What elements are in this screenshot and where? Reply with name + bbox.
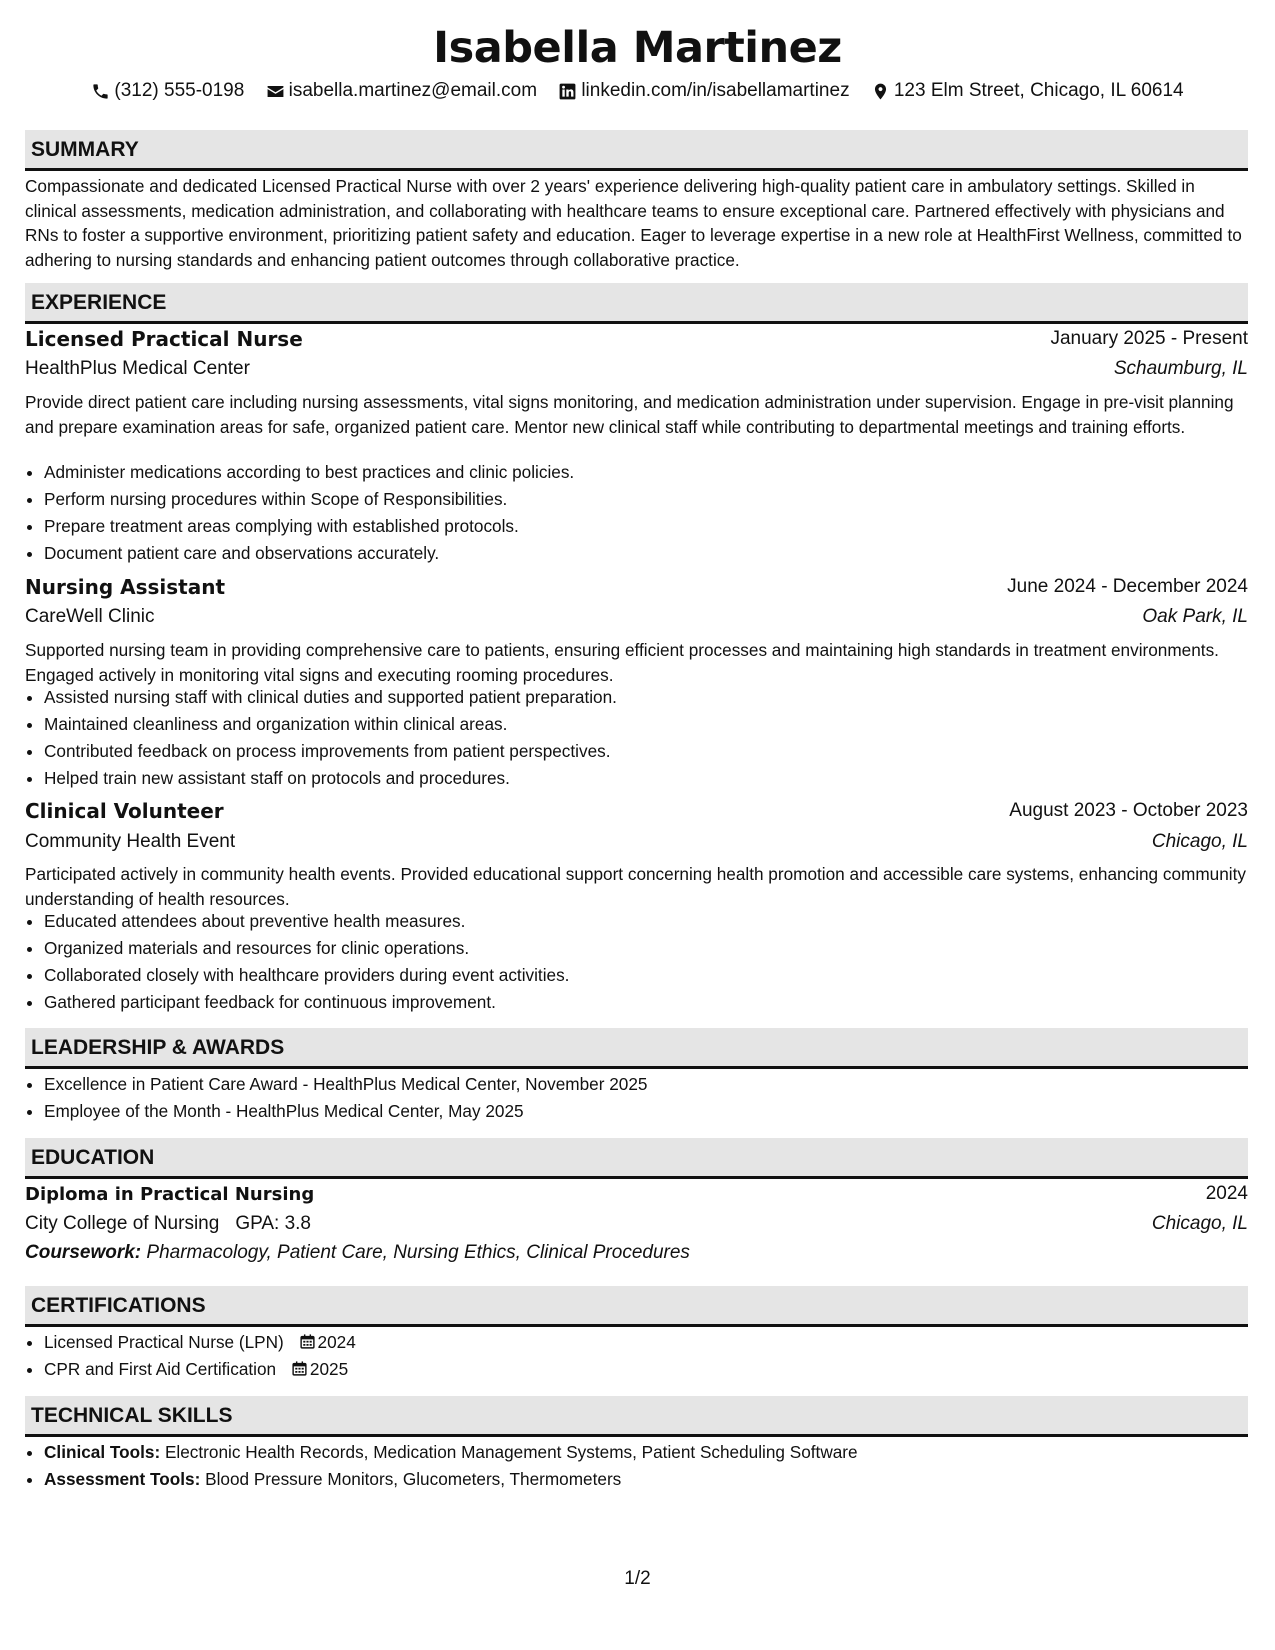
section-header-education bbox=[25, 1138, 1248, 1179]
contact-linkedin[interactable] bbox=[558, 78, 849, 104]
cert-name: CPR and First Aid Certification bbox=[44, 1359, 277, 1379]
section-title: EDUCATION bbox=[31, 1146, 155, 1169]
skill-label: Clinical Tools: bbox=[44, 1442, 161, 1462]
skill-value: Electronic Health Records, Medication Management Systems, Patient Scheduling Software bbox=[164, 1442, 858, 1462]
job-description: Supported nursing team in providing comprehensive care to patients, ensuring efficient processes and maintaining high standards in treatment environments. Engaged actively in monitoring vital signs and executing rooming procedures. bbox=[25, 640, 1219, 685]
coursework-line bbox=[25, 1239, 690, 1267]
job-dates: June 2024 - December 2024 bbox=[1007, 576, 1248, 597]
phone-icon bbox=[91, 82, 110, 101]
coursework-list: Pharmacology, Patient Care, Nursing Ethics, Clinical Procedures bbox=[146, 1242, 690, 1263]
skill-label: Assessment Tools: bbox=[44, 1469, 201, 1489]
list-item bbox=[44, 1439, 1249, 1466]
cert-year: 2024 bbox=[317, 1332, 356, 1352]
section-header-experience bbox=[25, 283, 1248, 324]
section-header-leadership bbox=[25, 1028, 1248, 1069]
section-header-summary bbox=[25, 130, 1248, 171]
section-title: LEADERSHIP & AWARDS bbox=[31, 1036, 285, 1059]
degree-year: 2024 bbox=[1205, 1183, 1248, 1204]
section-header-skills bbox=[25, 1396, 1248, 1437]
job-bullets bbox=[25, 459, 1249, 567]
section-title: EXPERIENCE bbox=[31, 291, 167, 314]
list-item: • Document patient care and observations accurately. bbox=[44, 540, 1249, 567]
cert-year: 2025 bbox=[309, 1359, 349, 1379]
school-location: Chicago, IL bbox=[1151, 1213, 1248, 1234]
contact-phone[interactable] bbox=[91, 78, 244, 104]
job-dates: January 2025 - Present bbox=[1050, 328, 1248, 349]
list-item: • Gathered participant feedback for continuous improvement. bbox=[44, 989, 1249, 1016]
list-item: • Helped train new assistant staff on protocols and procedures. bbox=[44, 765, 1249, 792]
list-item: • Collaborated closely with healthcare providers during event activities. bbox=[44, 962, 1249, 989]
list-item bbox=[44, 1466, 1249, 1493]
degree-title: Diploma in Practical Nursing bbox=[25, 1184, 315, 1205]
job-bullets bbox=[25, 908, 1249, 1016]
list-item: • Administer medications according to best practices and clinic policies. bbox=[44, 459, 1249, 486]
job-location: Schaumburg, IL bbox=[1113, 358, 1248, 379]
job-org: CareWell Clinic bbox=[25, 606, 155, 627]
job-org: Community Health Event bbox=[25, 831, 236, 852]
section-title: CERTIFICATIONS bbox=[31, 1294, 206, 1317]
list-item: • Contributed feedback on process improvements from patient perspectives. bbox=[44, 738, 1249, 765]
map-pin-icon bbox=[871, 82, 890, 101]
school-line bbox=[25, 1210, 311, 1238]
email-text: isabella.martinez@email.com bbox=[288, 80, 538, 101]
list-item: • Assisted nursing staff with clinical duties and supported patient preparation. bbox=[44, 684, 1249, 711]
gpa: GPA: 3.8 bbox=[235, 1213, 311, 1234]
linkedin-text: linkedin.com/in/isabellamartinez bbox=[581, 80, 850, 101]
contact-email[interactable] bbox=[266, 78, 537, 104]
awards-list bbox=[25, 1071, 1249, 1125]
contact-address bbox=[871, 78, 1184, 104]
job-description: Provide direct patient care including nursing assessments, vital signs monitoring, and medication administration under supervision. Engage in pre-visit planning and prepare examination areas for safe, organized patient care. Mentor new clinical staff while contributing to departmental meetings and training efforts. bbox=[25, 392, 1234, 437]
list-item bbox=[44, 1329, 1249, 1356]
list-item: • Perform nursing procedures within Scope of Responsibilities. bbox=[44, 486, 1249, 513]
envelope-icon bbox=[266, 82, 285, 101]
list-item: • Excellence in Patient Care Award - HealthPlus Medical Center, November 2025 bbox=[44, 1071, 1249, 1098]
phone-text: (312) 555-0198 bbox=[114, 80, 245, 101]
calendar-icon bbox=[299, 1333, 316, 1350]
job-location: Oak Park, IL bbox=[1142, 606, 1248, 627]
list-item: • Educated attendees about preventive health measures. bbox=[44, 908, 1249, 935]
list-item: • Prepare treatment areas complying with established protocols. bbox=[44, 513, 1249, 540]
certifications-list bbox=[25, 1329, 1249, 1383]
candidate-name: Isabella Martinez bbox=[433, 23, 842, 73]
summary-text: Compassionate and dedicated Licensed Practical Nurse with over 2 years' experience delivering high-quality patient care in ambulatory settings. Skilled in clinical assessments, medication administration, and collaborating with healthcare teams to ensure exceptional care. Partnered effectively with physicians and RNs to foster a supportive environment, prioritizing patient safety and education. Eager to leverage expertise in a new role at HealthFirst Wellness, committed to adhering to nursing standards and enhancing patient outcomes through collaborative practice. bbox=[25, 176, 1242, 271]
page-number: 1/2 bbox=[624, 1568, 651, 1589]
list-item: • Maintained cleanliness and organization within clinical areas. bbox=[44, 711, 1249, 738]
school-name: City College of Nursing bbox=[25, 1213, 220, 1234]
job-location: Chicago, IL bbox=[1151, 831, 1248, 852]
section-title: SUMMARY bbox=[31, 138, 139, 161]
job-title: Clinical Volunteer bbox=[25, 799, 224, 823]
job-org: HealthPlus Medical Center bbox=[25, 358, 250, 379]
job-dates: August 2023 - October 2023 bbox=[1009, 800, 1248, 821]
linkedin-icon bbox=[558, 82, 577, 101]
job-description: Participated actively in community health events. Provided educational support concerning health promotion and accessible care systems, enhancing community understanding of health resources. bbox=[25, 864, 1246, 909]
address-text: 123 Elm Street, Chicago, IL 60614 bbox=[893, 80, 1184, 101]
list-item: • Employee of the Month - HealthPlus Medical Center, May 2025 bbox=[44, 1098, 1249, 1125]
job-title: Licensed Practical Nurse bbox=[25, 327, 303, 351]
list-item bbox=[44, 1356, 1249, 1383]
job-bullets bbox=[25, 684, 1249, 792]
cert-name: Licensed Practical Nurse (LPN) bbox=[44, 1332, 284, 1352]
section-title: TECHNICAL SKILLS bbox=[31, 1404, 233, 1427]
skill-value: Blood Pressure Monitors, Glucometers, Thermometers bbox=[205, 1469, 622, 1489]
skills-list bbox=[25, 1439, 1249, 1493]
section-header-certifications bbox=[25, 1286, 1248, 1327]
list-item: • Organized materials and resources for clinic operations. bbox=[44, 935, 1249, 962]
coursework-label: Coursework: bbox=[25, 1242, 142, 1263]
calendar-icon bbox=[291, 1360, 308, 1377]
contact-line bbox=[0, 78, 1275, 109]
job-title: Nursing Assistant bbox=[25, 575, 226, 599]
